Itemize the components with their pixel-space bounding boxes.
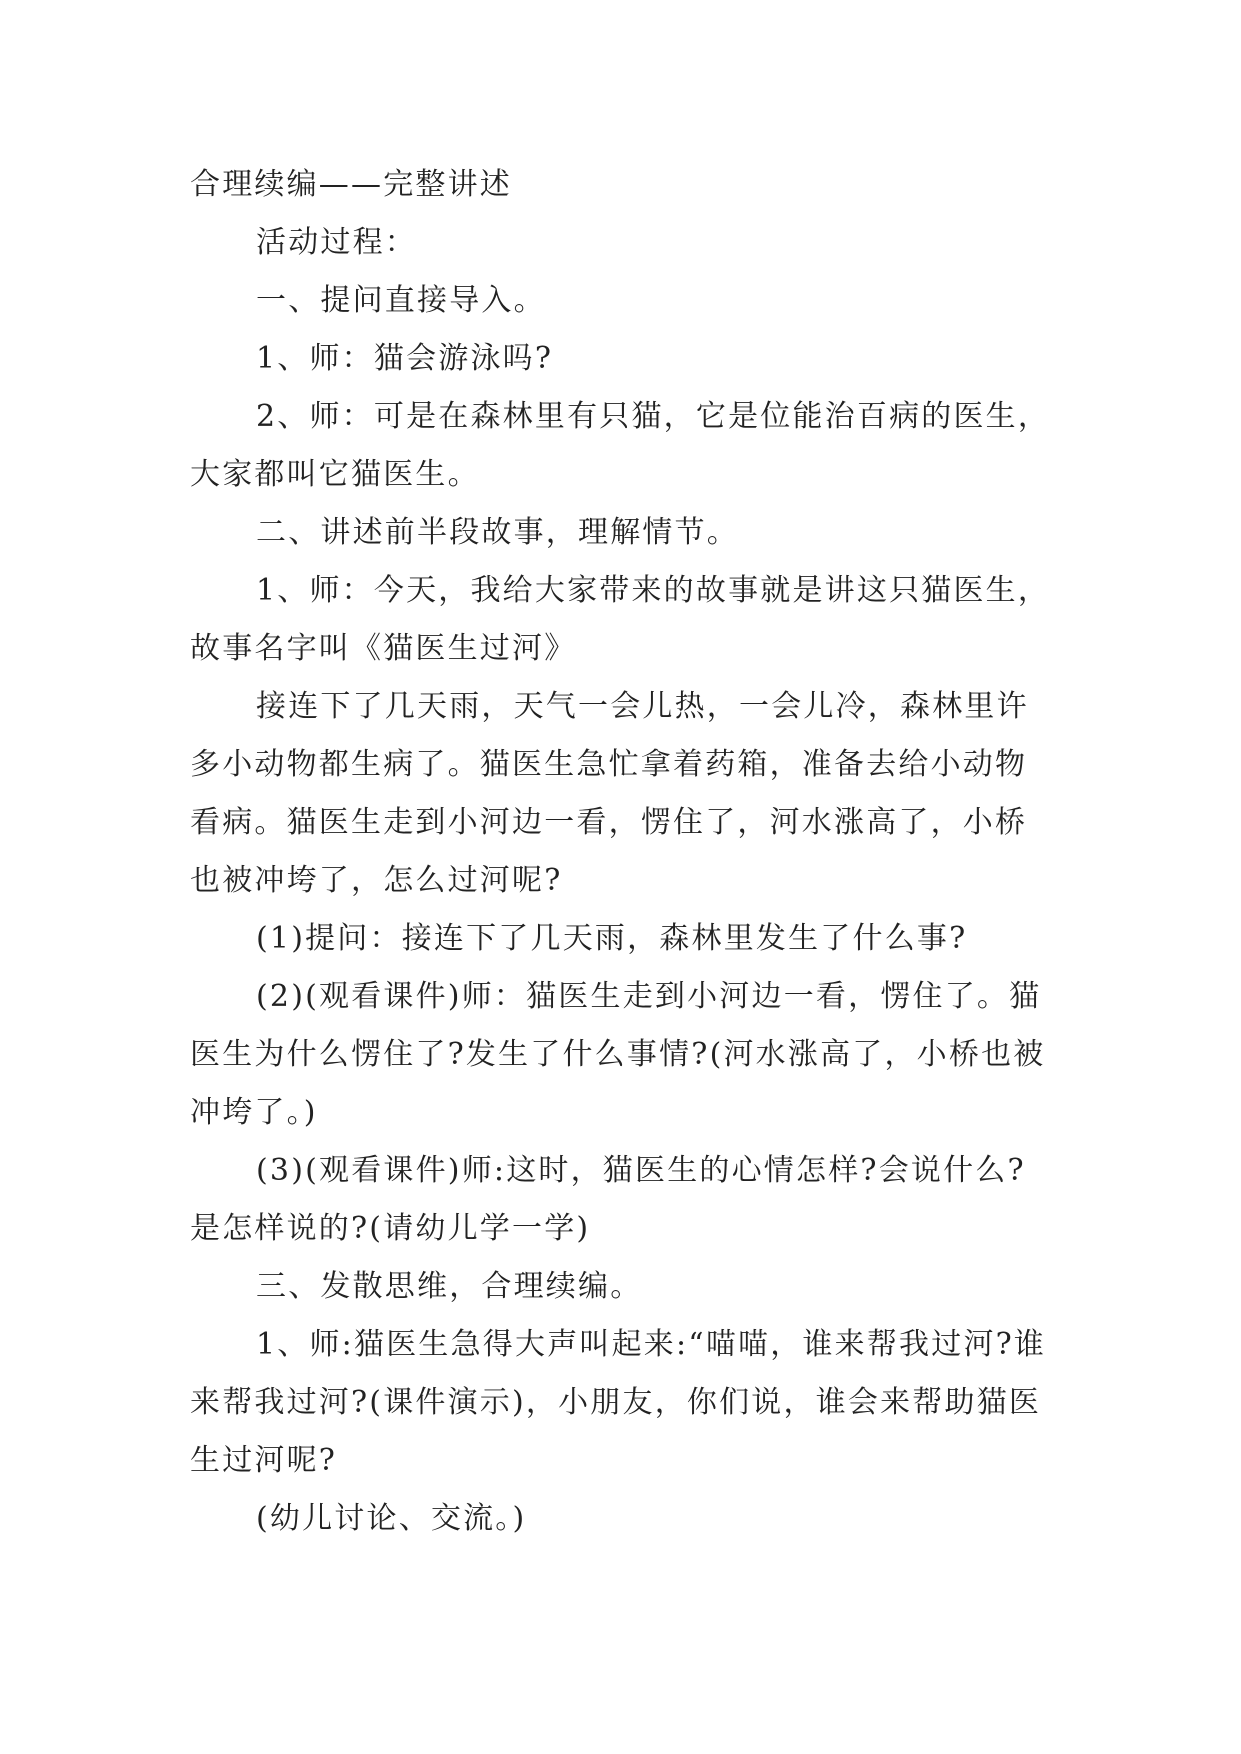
document-body <box>190 156 1056 1548</box>
paragraph: 2、师：可是在森林里有只猫，它是位能治百病的医生，大家都叫它猫医生。 <box>190 399 1051 492</box>
paragraph: (3)(观看课件)师:这时，猫医生的心情怎样?会说什么?是怎样说的?(请幼儿学一学) <box>190 1153 1026 1246</box>
paragraph: 接连下了几天雨，天气一会儿热，一会儿冷，森林里许多小动物都生病了。猫医生急忙拿着药箱，准备去给小动物看病。猫医生走到小河边一看，愣住了，河水涨高了，小桥也被冲垮了，怎么过河呢? <box>190 689 1029 898</box>
paragraph: 1、师:猫医生急得大声叫起来:“喵喵，谁来帮我过河?谁来帮我过河?(课件演示)，小朋友，你们说，谁会来帮助猫医生过河呢? <box>190 1327 1047 1478</box>
paragraph: 三、发散思维，合理续编。 <box>256 1269 643 1304</box>
paragraph: (幼儿讨论、交流。) <box>256 1501 527 1536</box>
paragraph: 活动过程： <box>256 225 417 260</box>
paragraph: 二、讲述前半段故事，理解情节。 <box>256 515 739 550</box>
paragraph: (2)(观看课件)师：猫医生走到小河边一看，愣住了。猫医生为什么愣住了?发生了什么事情?(河水涨高了，小桥也被冲垮了。) <box>190 979 1046 1130</box>
paragraph: 1、师：今天，我给大家带来的故事就是讲这只猫医生，故事名字叫《猫医生过河》 <box>190 573 1051 666</box>
section-heading: 合理续编——完整讲述 <box>190 167 512 202</box>
paragraph: 1、师：猫会游泳吗? <box>256 341 554 376</box>
paragraph: (1)提问：接连下了几天雨，森林里发生了什么事? <box>256 921 968 956</box>
paragraph: 一、提问直接导入。 <box>256 283 546 318</box>
